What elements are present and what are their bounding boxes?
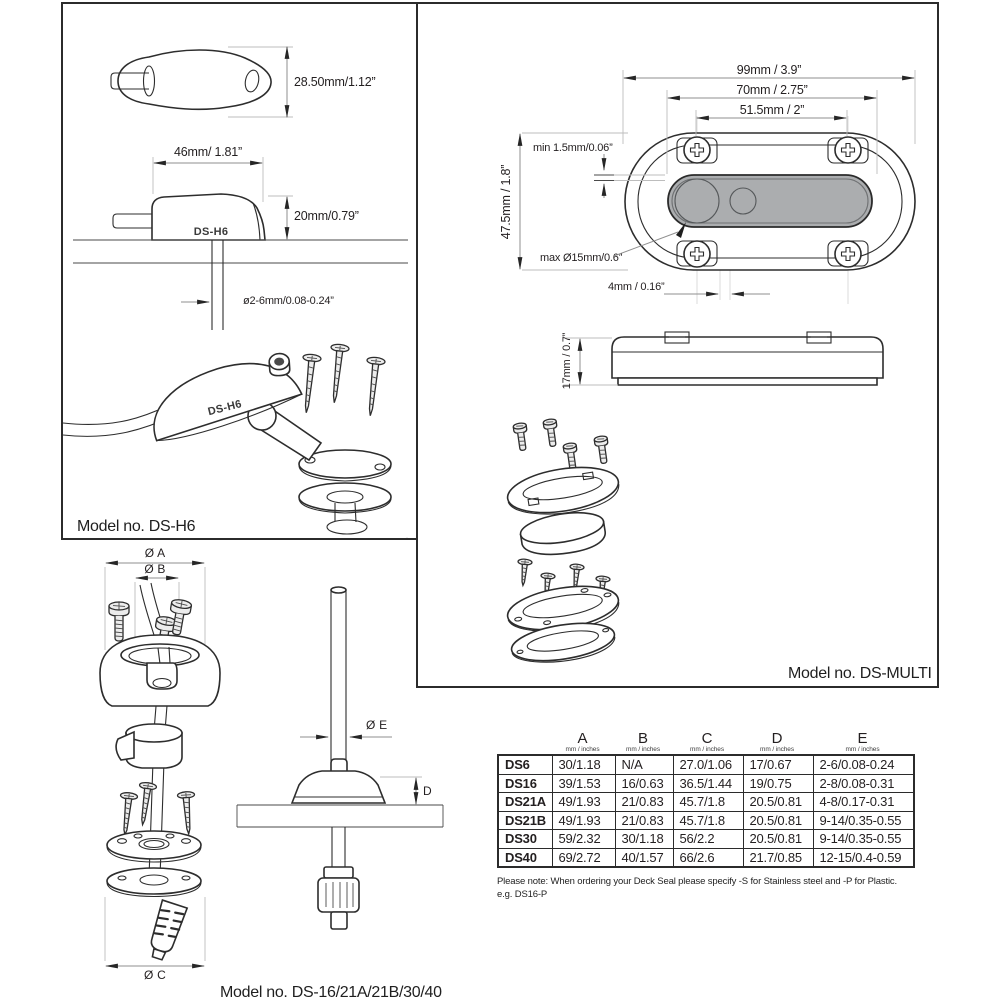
phillips-screw-icon xyxy=(835,137,861,163)
table-cell: 20.5/0.81 xyxy=(743,811,813,830)
table-row xyxy=(498,793,914,812)
ds-range-drawing xyxy=(60,545,460,1000)
model-cell: DS21B xyxy=(498,811,552,830)
table-cell: 69/2.72 xyxy=(552,848,615,867)
ds-h6-drawing xyxy=(63,4,417,538)
cover-plate xyxy=(504,460,622,521)
caption-ds-multi: Model no. DS-MULTI xyxy=(788,665,932,682)
upper-flange xyxy=(107,831,201,862)
dim-screw-spacing: 51.5mm / 2” xyxy=(739,103,805,117)
nut-collar xyxy=(324,867,353,878)
deck-hole xyxy=(327,520,367,534)
label-dim-d: D xyxy=(423,784,432,798)
wedge-key xyxy=(116,732,134,760)
table-cell: 39/1.53 xyxy=(552,774,615,793)
grommet xyxy=(147,663,177,689)
column-header-e xyxy=(812,731,913,754)
panel-ds-multi xyxy=(416,2,939,688)
column-letter: C xyxy=(701,730,713,747)
screw-icon xyxy=(543,418,560,447)
column-letter: E xyxy=(857,730,868,747)
base-gasket xyxy=(299,483,391,511)
label-dia-c: Ø C xyxy=(144,968,166,982)
table-cell: 40/1.57 xyxy=(615,848,673,867)
caption-ds-range: Model no. DS-16/21A/21B/30/40 xyxy=(220,984,442,1000)
table-cell: 20.5/0.81 xyxy=(743,793,813,812)
ds-range-exploded-view xyxy=(100,546,220,982)
panel-ds-h6 xyxy=(61,2,419,540)
table-row xyxy=(498,830,914,849)
column-letter: D xyxy=(771,730,783,747)
cable-connector xyxy=(145,900,187,962)
order-note xyxy=(497,875,927,901)
table-cell: 21.7/0.85 xyxy=(743,848,813,867)
dim-min-cable: min 1.5mm/0.06” xyxy=(533,142,613,154)
ds-multi-exploded-view xyxy=(504,418,622,669)
dim-cable: ø2-6mm/0.08-0.24” xyxy=(243,295,334,307)
table-cell: 17/0.67 xyxy=(743,755,813,774)
table-cell: 36.5/1.44 xyxy=(673,774,743,793)
table-cell: 21/0.83 xyxy=(615,811,673,830)
dim-thickness: 17mm / 0.7” xyxy=(561,332,573,390)
table-cell: 30/1.18 xyxy=(552,755,615,774)
table-cell: 9-14/0.35-0.55 xyxy=(813,811,914,830)
column-header-d xyxy=(742,731,812,754)
model-cell: DS16 xyxy=(498,774,552,793)
cap-screw xyxy=(269,353,290,376)
base-cone xyxy=(292,771,385,803)
lower-gasket xyxy=(107,868,201,897)
label-dia-a: Ø A xyxy=(144,546,166,560)
table-cell: 9-14/0.35-0.55 xyxy=(813,830,914,849)
body-label: DS-H6 xyxy=(193,226,229,238)
ds-multi-drawing xyxy=(418,4,937,686)
caption-ds-h6: Model no. DS-H6 xyxy=(77,518,196,535)
body-label-tilted: DS-H6 xyxy=(206,398,244,419)
column-letter: B xyxy=(637,730,648,747)
cable-stub-side xyxy=(113,214,152,228)
dim-side-height: 20mm/0.79” xyxy=(294,209,359,223)
column-letter: A xyxy=(577,730,588,747)
spec-table-block xyxy=(497,730,927,901)
label-dia-b: Ø B xyxy=(144,562,166,576)
screw-icon xyxy=(177,791,197,834)
dim-circle-gap: 4mm / 0.16” xyxy=(608,281,665,293)
table-cell: 12-15/0.4-0.59 xyxy=(813,848,914,867)
model-cell: DS30 xyxy=(498,830,552,849)
screw-icon xyxy=(116,792,137,836)
table-cell: 4-8/0.17-0.31 xyxy=(813,793,914,812)
cable xyxy=(63,406,167,424)
ds-multi-side-view xyxy=(561,332,883,389)
dim-width: 46mm/ 1.81” xyxy=(174,145,242,159)
dim-height: 47.5mm / 1.8” xyxy=(499,164,513,240)
table-cell: 16/0.63 xyxy=(615,774,673,793)
column-unit: mm / inches xyxy=(690,746,724,753)
column-unit: mm / inches xyxy=(565,746,600,753)
cable-hole-small xyxy=(730,188,756,214)
column-header-c xyxy=(672,731,742,754)
table-cell: 19/0.75 xyxy=(743,774,813,793)
table-cell: 49/1.93 xyxy=(552,793,615,812)
screw-icon xyxy=(109,602,129,641)
cone-collar xyxy=(331,759,347,771)
area-ds-range xyxy=(60,545,460,1000)
ds-h6-deck-section xyxy=(73,240,408,330)
column-unit: mm / inches xyxy=(760,746,794,753)
wedge-clamp xyxy=(116,724,182,768)
screw-icon xyxy=(325,344,349,404)
dim-slot: 70mm / 2.75” xyxy=(736,83,808,97)
model-cell: DS40 xyxy=(498,848,552,867)
screw-icon xyxy=(297,354,321,414)
model-cell: DS21A xyxy=(498,793,552,812)
table-cell: 2-8/0.08-0.31 xyxy=(813,774,914,793)
table-cell: 30/1.18 xyxy=(615,830,673,849)
nut-stub xyxy=(331,912,347,929)
dim-overall: 99mm / 3.9” xyxy=(736,63,802,77)
table-cell: 66/2.6 xyxy=(673,848,743,867)
ds-multi-top-view xyxy=(625,133,915,270)
table-row xyxy=(498,774,914,793)
table-cell: 27.0/1.06 xyxy=(673,755,743,774)
dim-max-cable: max Ø15mm/0.6” xyxy=(540,252,623,264)
dim-top-height: 28.50mm/1.12” xyxy=(294,75,376,89)
table-row xyxy=(498,848,914,867)
spec-table xyxy=(497,754,915,868)
ds-h6-exploded-view xyxy=(63,344,410,538)
gasket-block xyxy=(518,508,607,560)
column-header-a xyxy=(551,731,614,754)
order-note-line2: e.g. DS16-P xyxy=(497,889,548,900)
table-cell: 59/2.32 xyxy=(552,830,615,849)
screw-icon xyxy=(513,422,530,451)
column-unit: mm / inches xyxy=(845,746,880,753)
screw-icon xyxy=(134,782,157,826)
cable-hole-large xyxy=(675,179,719,223)
screw-icon xyxy=(516,559,532,586)
phillips-screw-icon xyxy=(835,241,861,267)
table-cell: 20.5/0.81 xyxy=(743,830,813,849)
table-cell: 45.7/1.8 xyxy=(673,793,743,812)
spec-table-header xyxy=(551,730,927,754)
table-cell: N/A xyxy=(615,755,673,774)
table-cell: 21/0.83 xyxy=(615,793,673,812)
table-row xyxy=(498,755,914,774)
column-unit: mm / inches xyxy=(626,746,660,753)
phillips-screw-icon xyxy=(684,137,710,163)
screw-icon xyxy=(594,435,611,464)
table-cell: 56/2.2 xyxy=(673,830,743,849)
ds-h6-side-view xyxy=(113,145,359,240)
table-row xyxy=(498,811,914,830)
ds-h6-top-view xyxy=(111,47,376,117)
screw-icon xyxy=(361,357,385,417)
ds-range-installed-view xyxy=(237,587,443,929)
label-dia-e: Ø E xyxy=(366,718,388,732)
model-cell: DS6 xyxy=(498,755,552,774)
table-cell: 2-6/0.08-0.24 xyxy=(813,755,914,774)
table-cell: 45.7/1.8 xyxy=(673,811,743,830)
table-cell: 49/1.93 xyxy=(552,811,615,830)
order-note-line1: Please note: When ordering your Deck Seal please specify -S for Stainless steel and -P for Plastic. xyxy=(497,876,898,887)
phillips-screw-icon xyxy=(684,241,710,267)
column-header-b xyxy=(614,731,672,754)
